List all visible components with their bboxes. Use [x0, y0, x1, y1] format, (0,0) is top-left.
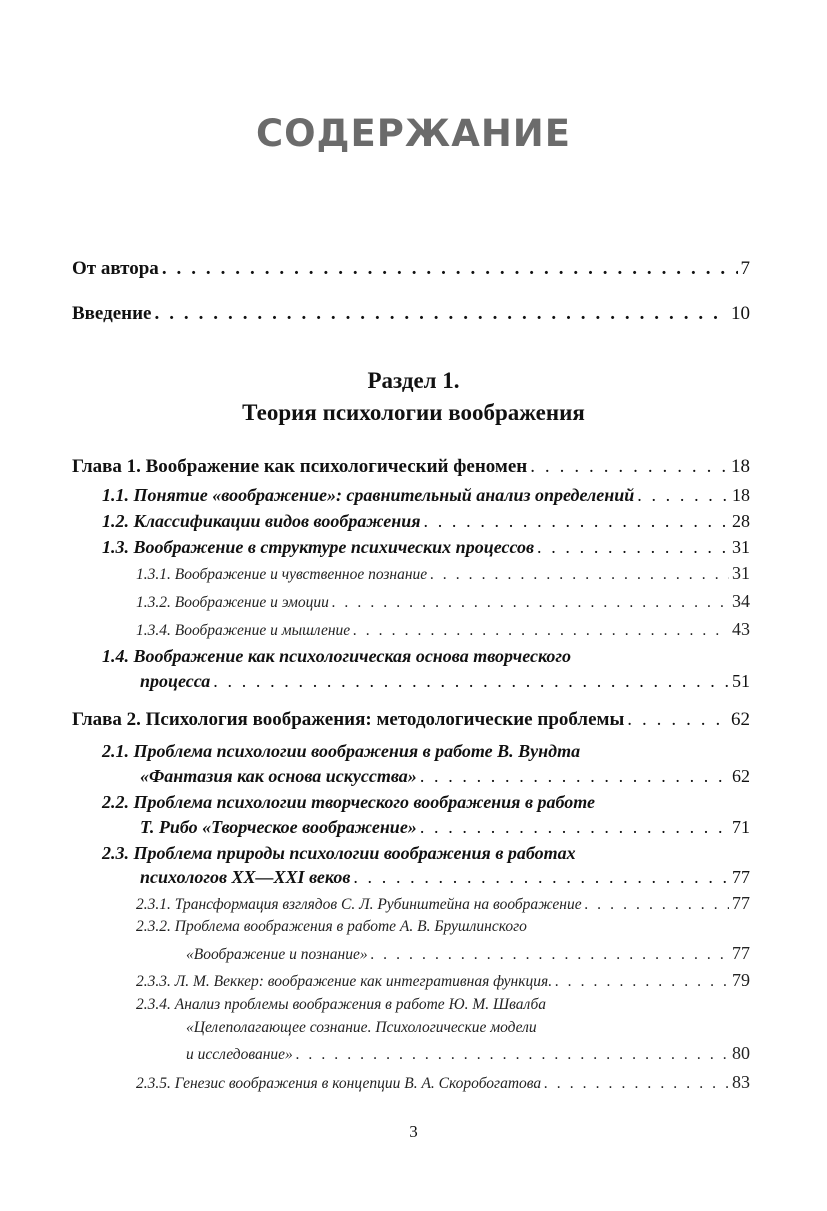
toc-section-2-2 — [140, 817, 750, 838]
toc-page-number: 43 — [732, 619, 750, 639]
toc-subsection-1-3-1 — [136, 563, 750, 584]
toc-page-number: 10 — [731, 303, 750, 324]
dot-leader — [332, 594, 729, 612]
toc-section-2-3 — [140, 867, 750, 888]
toc-subsection-2-3-4-line1: 2.3.4. Анализ проблемы воображения в работе Ю. М. Швалба — [136, 996, 547, 1013]
dot-leader — [537, 537, 729, 558]
toc-entry-label: 2.3.1. Трансформация взглядов С. Л. Рубинштейна на воображение — [136, 896, 582, 913]
dot-leader — [627, 709, 728, 731]
toc-subsection-2-3-2-line1: 2.3.2. Проблема воображения в работе А. В. Брушлинского — [136, 918, 527, 935]
toc-entry-label: «Воображение и познание» — [186, 946, 368, 963]
toc-page-number: 28 — [732, 511, 750, 531]
toc-entry-label: 1.3. Воображение в структуре психических процессов — [102, 537, 535, 557]
toc-entry-label: 1.3.1. Воображение и чувственное познание — [136, 566, 428, 583]
toc-page-number: 77 — [732, 943, 750, 963]
toc-subsection-1-3-2 — [136, 591, 750, 612]
toc-page-number: 51 — [732, 671, 750, 691]
toc-section-2-1-line1: 2.1. Проблема психологии воображения в работе В. Вундта — [102, 741, 581, 761]
toc-page-number: 80 — [732, 1043, 750, 1063]
toc-entry-label: 1.3.2. Воображение и эмоции — [136, 594, 329, 611]
toc-subsection-2-3-4 — [186, 1043, 750, 1064]
toc-subsection-2-3-3 — [136, 970, 750, 991]
toc-entry-label: процесса — [140, 671, 211, 691]
toc-page-number: 71 — [732, 817, 750, 837]
toc-page-number: 77 — [732, 893, 750, 913]
dot-leader — [353, 622, 729, 640]
toc-page-number: 83 — [732, 1072, 750, 1092]
dot-leader — [296, 1046, 729, 1064]
toc-page-number: 18 — [732, 485, 750, 505]
dot-leader — [420, 766, 729, 787]
toc-entry-label: психологов XX—XXI веков — [140, 867, 351, 887]
dot-leader — [555, 973, 729, 991]
toc-section-2-2-line1: 2.2. Проблема психологии творческого воображения в работе — [102, 792, 595, 812]
toc-page-number: 79 — [732, 970, 750, 990]
toc-entry-label: 1.2. Классификации видов воображения — [102, 511, 421, 531]
toc-page-number: 62 — [732, 766, 750, 786]
toc-page-number: 34 — [732, 591, 750, 611]
toc-entry-label: 1.1. Понятие «воображение»: сравнительный анализ определений — [102, 485, 635, 505]
toc-entry-from-author — [72, 258, 750, 280]
toc-entry-label: «Фантазия как основа искусства» — [140, 766, 417, 786]
toc-subsection-2-3-5 — [136, 1072, 750, 1093]
dot-leader — [371, 946, 729, 964]
toc-page-number: 31 — [732, 537, 750, 557]
page-title: СОДЕРЖАНИЕ — [255, 112, 572, 155]
page-number: 3 — [409, 1122, 418, 1141]
dot-leader — [530, 456, 728, 478]
dot-leader — [544, 1075, 729, 1093]
part-heading-title: Теория психологии воображения — [242, 400, 585, 425]
toc-subsection-2-3-2 — [186, 943, 750, 964]
toc-page-number: 18 — [731, 456, 750, 477]
toc-section-2-3-line1: 2.3. Проблема природы психологии воображения в работах — [102, 843, 576, 863]
dot-leader — [353, 867, 729, 888]
toc-chapter-1 — [72, 456, 750, 478]
dot-leader — [637, 485, 729, 506]
toc-section-2-1 — [140, 766, 750, 787]
toc-section-1-1 — [102, 485, 750, 506]
dot-leader — [213, 671, 729, 692]
toc-entry-label: 1.3.4. Воображение и мышление — [136, 622, 351, 639]
toc-page-number: 77 — [732, 867, 750, 887]
toc-chapter-2 — [72, 709, 750, 731]
toc-entry-introduction — [72, 303, 750, 325]
dot-leader — [155, 303, 729, 325]
toc-page-number: 7 — [740, 258, 750, 279]
dot-leader — [430, 566, 729, 584]
toc-entry-label: От автора — [72, 258, 159, 279]
toc-page-number: 62 — [731, 709, 750, 730]
toc-subsection-2-3-4-line2: «Целеполагающее сознание. Психологические модели — [186, 1019, 537, 1036]
toc-entry-label: Глава 1. Воображение как психологический феномен — [72, 456, 528, 477]
toc-page-number: 31 — [732, 563, 750, 583]
toc-section-1-2 — [102, 511, 750, 532]
toc-entry-label: Т. Рибо «Творческое воображение» — [140, 817, 417, 837]
dot-leader — [420, 817, 729, 838]
toc-entry-label: Введение — [72, 303, 152, 324]
dot-leader — [585, 896, 729, 914]
toc-entry-label: 2.3.3. Л. М. Веккер: воображение как интегративная функция. — [136, 973, 553, 990]
dot-leader — [424, 511, 729, 532]
toc-section-1-3 — [102, 537, 750, 558]
toc-subsection-1-3-4 — [136, 619, 750, 640]
dot-leader — [162, 258, 738, 280]
toc-entry-label: и исследование» — [186, 1046, 293, 1063]
toc-section-1-4 — [140, 671, 750, 692]
part-heading-number: Раздел 1. — [367, 368, 460, 393]
toc-section-1-4-line1: 1.4. Воображение как психологическая основа творческого — [102, 646, 572, 666]
toc-entry-label: Глава 2. Психология воображения: методологические проблемы — [72, 709, 625, 730]
toc-subsection-2-3-1 — [136, 893, 750, 914]
toc-entry-label: 2.3.5. Генезис воображения в концепции В. А. Скоробогатова — [136, 1075, 542, 1092]
